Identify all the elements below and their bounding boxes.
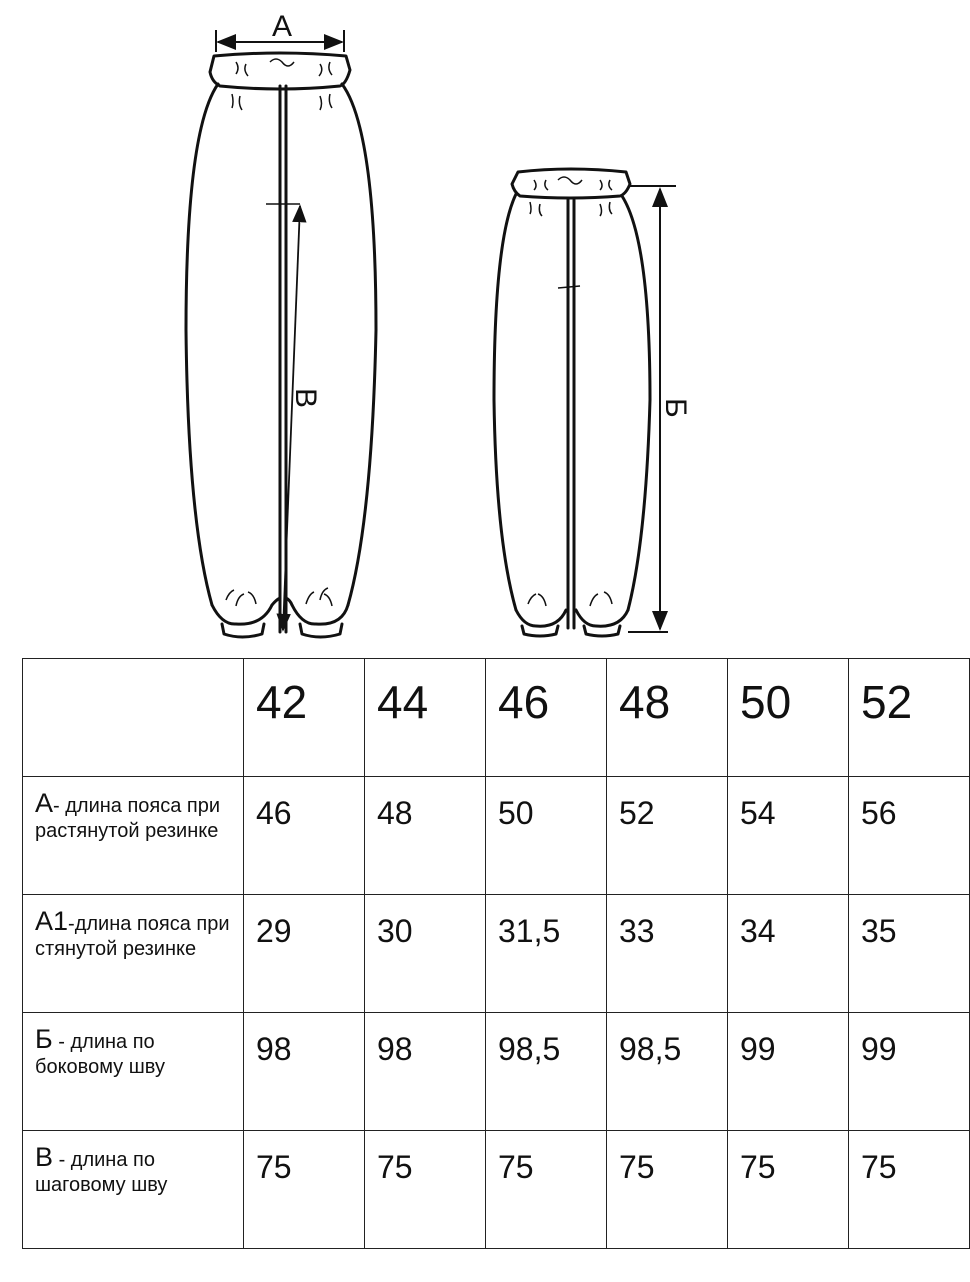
pants-measurement-diagram <box>0 0 888 650</box>
table-header-row <box>23 659 970 777</box>
size-header: 44 <box>365 659 486 777</box>
label-a: А <box>272 10 293 43</box>
size-header: 50 <box>728 659 849 777</box>
table-cell: 75 <box>486 1131 607 1249</box>
row-key: А <box>35 788 54 818</box>
table-cell: 98 <box>244 1013 365 1131</box>
size-table <box>22 658 970 1249</box>
table-cell: 99 <box>849 1013 970 1131</box>
row-key: А1 <box>35 906 69 936</box>
table-cell: 29 <box>244 895 365 1013</box>
corner-cell <box>23 659 244 777</box>
table-row <box>23 777 970 895</box>
table-cell: 98,5 <box>486 1013 607 1131</box>
table-cell: 31,5 <box>486 895 607 1013</box>
row-label <box>23 1013 244 1131</box>
row-desc: - длина по шаговому шву <box>35 1149 168 1196</box>
row-label <box>23 1131 244 1249</box>
table-cell: 75 <box>244 1131 365 1249</box>
table-cell: 30 <box>365 895 486 1013</box>
size-header: 52 <box>849 659 970 777</box>
table-cell: 75 <box>365 1131 486 1249</box>
table-row <box>23 1131 970 1249</box>
table-cell: 75 <box>607 1131 728 1249</box>
table-row <box>23 895 970 1013</box>
table-cell: 98,5 <box>607 1013 728 1131</box>
table-cell: 99 <box>728 1013 849 1131</box>
table-cell: 50 <box>486 777 607 895</box>
table-cell: 56 <box>849 777 970 895</box>
size-header: 46 <box>486 659 607 777</box>
table-cell: 98 <box>365 1013 486 1131</box>
label-b: Б <box>659 398 692 418</box>
row-desc: - длина пояса при растянутой резинке <box>35 795 221 842</box>
side-view-pants <box>494 169 650 636</box>
label-v: В <box>289 388 322 409</box>
front-view-pants <box>186 53 376 637</box>
table-cell: 48 <box>365 777 486 895</box>
table-row <box>23 1013 970 1131</box>
row-label <box>23 895 244 1013</box>
size-header: 48 <box>607 659 728 777</box>
row-key: Б <box>35 1024 53 1054</box>
table-cell: 34 <box>728 895 849 1013</box>
table-cell: 46 <box>244 777 365 895</box>
row-label <box>23 777 244 895</box>
row-desc: - длина по боковому шву <box>35 1031 165 1078</box>
table-cell: 52 <box>607 777 728 895</box>
size-header: 42 <box>244 659 365 777</box>
row-key: В <box>35 1142 54 1172</box>
table-cell: 75 <box>849 1131 970 1249</box>
table-cell: 33 <box>607 895 728 1013</box>
row-desc: -длина пояса при стянутой резинке <box>35 913 230 960</box>
table-cell: 75 <box>728 1131 849 1249</box>
table-cell: 54 <box>728 777 849 895</box>
table-cell: 35 <box>849 895 970 1013</box>
